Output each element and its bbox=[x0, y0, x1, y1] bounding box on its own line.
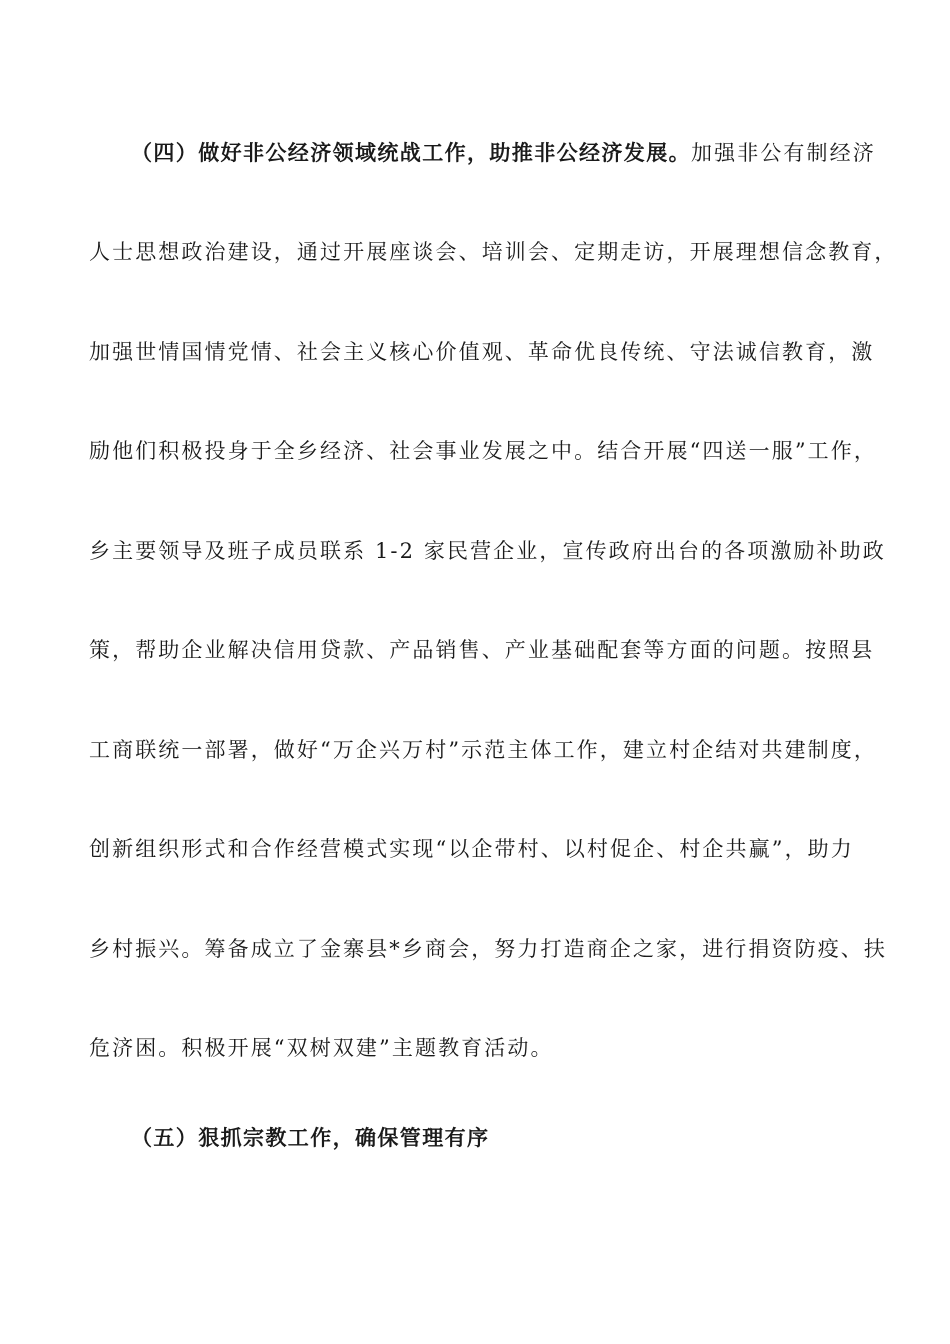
paragraph-line-1 bbox=[131, 139, 891, 167]
paragraph-line-10: 危济困。积极开展“双树双建”主题教育活动。 bbox=[89, 1036, 554, 1060]
paragraph-line-8: 创新组织形式和合作经营模式实现“以企带村、以村促企、村企共赢”，助力 bbox=[89, 837, 854, 861]
section-4-heading: （四）做好非公经济领域统战工作，助推非公经济发展。 bbox=[131, 141, 691, 165]
section-5-heading: （五）狠抓宗教工作，确保管理有序 bbox=[131, 1126, 490, 1150]
paragraph-line-9: 乡村振兴。筹备成立了金寨县*乡商会，努力打造商企之家，进行捐资防疫、扶 bbox=[89, 937, 887, 961]
section-4-first-line-text: 加强非公有制经济 bbox=[691, 141, 876, 165]
paragraph-line-6: 策，帮助企业解决信用贷款、产品销售、产业基础配套等方面的问题。按照县 bbox=[89, 638, 875, 662]
paragraph-line-5: 乡主要领导及班子成员联系 1-2 家民营企业，宣传政府出台的各项激励补助政 bbox=[89, 539, 886, 563]
paragraph-line-4: 励他们积极投身于全乡经济、社会事业发展之中。结合开展“四送一服”工作， bbox=[89, 439, 877, 463]
paragraph-line-7: 工商联统一部署，做好“万企兴万村”示范主体工作，建立村企结对共建制度， bbox=[89, 738, 877, 762]
paragraph-line-2: 人士思想政治建设，通过开展座谈会、培训会、定期走访，开展理想信念教育， bbox=[89, 240, 898, 264]
paragraph-line-3: 加强世情国情党情、社会主义核心价值观、革命优良传统、守法诚信教育，激 bbox=[89, 340, 875, 364]
